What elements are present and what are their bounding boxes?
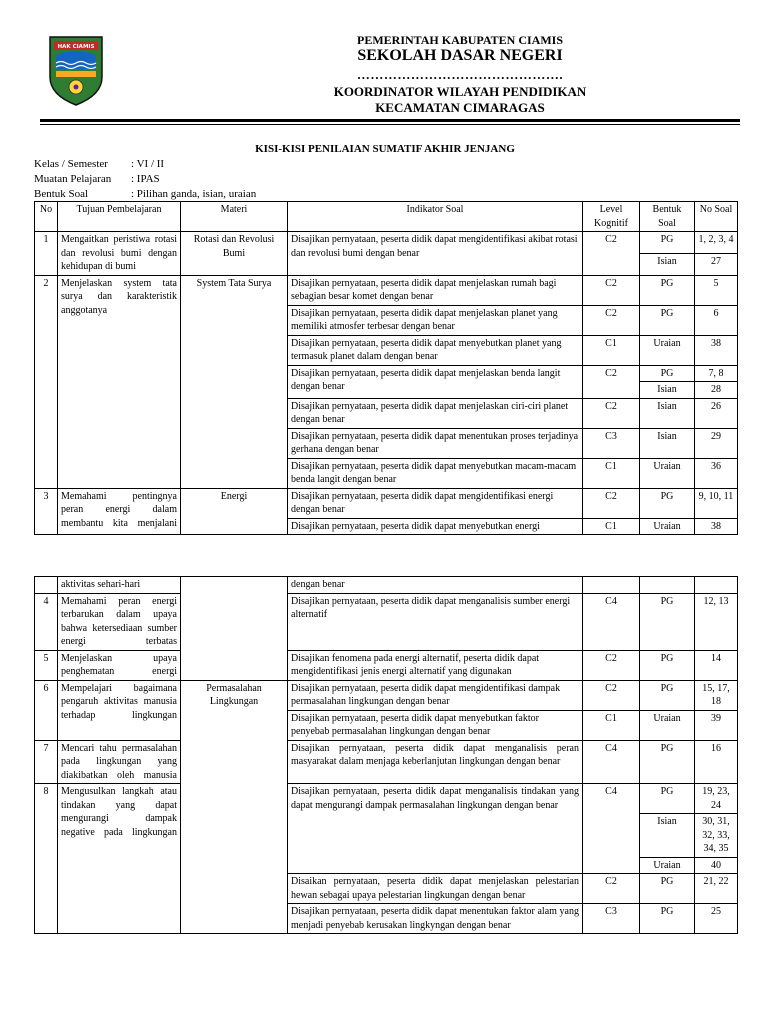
row-indikator: Disajikan fenomena pada energi alternatif, peserta didik dapat mengidentifikasi jenis energi alternatif yang digunakan: [288, 650, 583, 680]
row-bentuk: PG: [640, 365, 695, 382]
row-bentuk: Isian: [640, 398, 695, 428]
district-emblem-logo: [46, 33, 106, 108]
blueprint-table-page1: [34, 201, 738, 535]
col-header-indikator: Indikator Soal: [288, 202, 583, 232]
col-header-tujuan: Tujuan Pembelajaran: [58, 202, 181, 232]
row-indikator: Disajikan pernyataan, peserta didik dapat menjelaskan ciri-ciri planet dengan benar: [288, 398, 583, 428]
table-row: [35, 488, 738, 518]
row-tujuan: Mempelajari bagaimana pengaruh aktivitas manusia terhadap lingkungan: [58, 680, 181, 740]
row-nosoal: 40: [695, 857, 738, 874]
row-no: 6: [35, 680, 58, 740]
row-tujuan: Menjelaskan system tata surya dan karakteristik anggotanya: [58, 275, 181, 488]
row-indikator: Disajikan pernyataan, peserta didik dapat menganalisis peran masyarakat dalam menjaga keberlanjutan lingkungan dengan benar: [288, 740, 583, 784]
row-indikator: Disajikan pernyataan, peserta didik dapat menyebutkan planet yang termasuk planet dalam dengan benar: [288, 335, 583, 365]
row-materi: System Tata Surya: [181, 275, 288, 488]
row-indikator: Disajikan pernyataan, peserta didik dapat mengidentifikasi dampak permasalahan lingkungan dengan benar: [288, 680, 583, 710]
row-level: C4: [583, 593, 640, 650]
row-bentuk: PG: [640, 680, 695, 710]
row-level: C2: [583, 365, 640, 398]
row-bentuk: [640, 577, 695, 594]
row-bentuk: Isian: [640, 428, 695, 458]
row-bentuk: PG: [640, 305, 695, 335]
row-bentuk: Uraian: [640, 518, 695, 535]
row-bentuk: Uraian: [640, 710, 695, 740]
row-level: C2: [583, 680, 640, 710]
col-header-no: No: [35, 202, 58, 232]
row-level: C3: [583, 904, 640, 934]
meta-row: [34, 187, 256, 202]
row-bentuk: Isian: [640, 253, 695, 275]
table-row: [35, 784, 738, 814]
table-row: [35, 593, 738, 650]
row-indikator: Disajikan pernyataan, peserta didik dapat menjelaskan planet yang memiliki atmosfer terbesar dengan benar: [288, 305, 583, 335]
row-nosoal: 6: [695, 305, 738, 335]
row-nosoal: 12, 13: [695, 593, 738, 650]
row-bentuk: PG: [640, 874, 695, 904]
document-title: KISI-KISI PENILAIAN SUMATIF AKHIR JENJANG: [255, 143, 515, 155]
row-bentuk: Uraian: [640, 335, 695, 365]
row-level: C2: [583, 874, 640, 904]
table-row: [35, 650, 738, 680]
row-level: C1: [583, 518, 640, 535]
col-header-nosoal: No Soal: [695, 202, 738, 232]
school-name: SEKOLAH DASAR NEGERI: [357, 47, 563, 64]
col-header-bentuk: Bentuk Soal: [640, 202, 695, 232]
row-bentuk: PG: [640, 275, 695, 305]
row-tujuan: Menjelaskan upaya penghematan energi: [58, 650, 181, 680]
row-level: C1: [583, 335, 640, 365]
meta-row: [34, 172, 256, 187]
row-nosoal: 38: [695, 335, 738, 365]
row-nosoal: 39: [695, 710, 738, 740]
logo-text: HAK CIAMIS: [57, 44, 95, 50]
row-indikator: Disajikan pernyataan, peserta didik dapat mengidentifikasi energi dengan benar: [288, 488, 583, 518]
meta-label: Muatan Pelajaran: [34, 173, 112, 185]
row-no: [35, 577, 58, 594]
row-nosoal: 1, 2, 3, 4: [695, 232, 738, 254]
row-materi: [181, 577, 288, 681]
row-indikator: Disajikan pernyataan, peserta didik dapat menentukan proses terjadinya gerhana dengan benar: [288, 428, 583, 458]
row-nosoal: 5: [695, 275, 738, 305]
col-header-level: Level Kognitif: [583, 202, 640, 232]
col-header-materi: Materi: [181, 202, 288, 232]
row-indikator: Disajikan pernyataan, peserta didik dapat menjelaskan rumah bagi sebagian besar komet dengan benar: [288, 275, 583, 305]
district-name: KECAMATAN CIMARAGAS: [375, 100, 545, 115]
row-no: 5: [35, 650, 58, 680]
row-level: C1: [583, 710, 640, 740]
table-row: [35, 680, 738, 710]
row-nosoal: 38: [695, 518, 738, 535]
row-bentuk: PG: [640, 904, 695, 934]
row-bentuk: PG: [640, 650, 695, 680]
table-header-row: [35, 202, 738, 232]
meta-row: [34, 157, 256, 172]
row-bentuk: PG: [640, 593, 695, 650]
row-level: C2: [583, 305, 640, 335]
row-level: C2: [583, 232, 640, 276]
row-nosoal: 26: [695, 398, 738, 428]
row-level: C2: [583, 398, 640, 428]
meta-value: : IPAS: [131, 173, 160, 185]
row-indikator: Disajikan pernyataan, peserta didik dapat mengidentifikasi akibat rotasi dan revolusi bumi dengan benar: [288, 232, 583, 276]
row-no: 8: [35, 784, 58, 934]
row-no: 4: [35, 593, 58, 650]
row-indikator: Disajikan pernyataan, peserta didik dapat menyebutkan macam-macam benda langit dengan benar: [288, 458, 583, 488]
table-row: [35, 577, 738, 594]
row-level: C2: [583, 650, 640, 680]
row-materi: Rotasi dan Revolusi Bumi: [181, 232, 288, 276]
row-no: 3: [35, 488, 58, 535]
row-tujuan: aktivitas sehari-hari: [58, 577, 181, 594]
document-meta: [34, 157, 256, 202]
row-level: C1: [583, 458, 640, 488]
row-level: C4: [583, 784, 640, 874]
blueprint-table-page2: [34, 576, 738, 934]
coordinator-name: KOORDINATOR WILAYAH PENDIDIKAN: [333, 84, 587, 99]
meta-value: : VI / II: [131, 158, 165, 170]
row-nosoal: 19, 23, 24: [695, 784, 738, 814]
header-rule-thick: [40, 119, 740, 122]
row-level: C4: [583, 740, 640, 784]
row-nosoal: 9, 10, 11: [695, 488, 738, 518]
table-row: [35, 275, 738, 305]
row-indikator: Disajikan pernyataan, peserta didik dapat menganalisis sumber energi alternatif: [288, 593, 583, 650]
row-nosoal: 30, 31, 32, 33, 34, 35: [695, 814, 738, 858]
row-indikator: Disajikan pernyataan, peserta didik dapat menganalisis tindakan yang dapat mengurangi dampak permasalahan lingkungan dengan benar: [288, 784, 583, 874]
row-bentuk: PG: [640, 488, 695, 518]
row-nosoal: 21, 22: [695, 874, 738, 904]
row-nosoal: 28: [695, 382, 738, 399]
row-bentuk: Uraian: [640, 857, 695, 874]
table-row: [35, 232, 738, 254]
table-row: [35, 740, 738, 784]
row-indikator: Disajikan pernyataan, peserta didik dapat menjelaskan benda langit dengan benar: [288, 365, 583, 398]
row-nosoal: 15, 17, 18: [695, 680, 738, 710]
row-tujuan: Mengusulkan langkah atau tindakan yang dapat mengurangi dampak negative pada lingkungan: [58, 784, 181, 934]
row-level: C3: [583, 428, 640, 458]
row-bentuk: PG: [640, 232, 695, 254]
row-level: [583, 577, 640, 594]
meta-label: Kelas / Semester: [34, 158, 108, 170]
row-nosoal: 25: [695, 904, 738, 934]
row-no: 7: [35, 740, 58, 784]
row-level: C2: [583, 275, 640, 305]
meta-label: Bentuk Soal: [34, 188, 89, 200]
row-nosoal: 14: [695, 650, 738, 680]
row-bentuk: Isian: [640, 382, 695, 399]
government-name: PEMERINTAH KABUPATEN CIAMIS: [356, 33, 563, 47]
row-tujuan: Mengaitkan peristiwa rotasi dan revolusi bumi dengan kehidupan di bumi: [58, 232, 181, 276]
row-indikator: Disaikan pernyataan, peserta didik dapat menjelaskan pelestarian hewan sebagai upaya pelestarian lingkungan dengan benar: [288, 874, 583, 904]
row-materi: Energi: [181, 488, 288, 535]
row-nosoal: 7, 8: [695, 365, 738, 382]
row-nosoal: 16: [695, 740, 738, 784]
row-indikator: dengan benar: [288, 577, 583, 594]
row-bentuk: PG: [640, 784, 695, 814]
row-nosoal: 36: [695, 458, 738, 488]
row-nosoal: [695, 577, 738, 594]
row-nosoal: 27: [695, 253, 738, 275]
row-indikator: Disajikan pernyataan, peserta didik dapat menyebutkan faktor penyebab permasalahan lingkungan dengan benar: [288, 710, 583, 740]
school-name-blank: ……………………………………….: [356, 67, 564, 82]
header-rule-thin: [40, 124, 740, 125]
row-tujuan: Memahami peran energi terbarukan dalam upaya bahwa ketersediaan sumber energi terbatas: [58, 593, 181, 650]
row-bentuk: PG: [640, 740, 695, 784]
row-no: 1: [35, 232, 58, 276]
row-level: C2: [583, 488, 640, 518]
row-indikator: Disajikan pernyataan, peserta didik dapat menyebutkan energi: [288, 518, 583, 535]
row-nosoal: 29: [695, 428, 738, 458]
row-indikator: Disajikan pernyataan, peserta didik dapat menentukan faktor alam yang menjadi penyebab kerusakan lingkyngan dengan benar: [288, 904, 583, 934]
row-bentuk: Isian: [640, 814, 695, 858]
row-tujuan: Mencari tahu permasalahan pada lingkungan yang diakibatkan oleh manusia: [58, 740, 181, 784]
row-bentuk: Uraian: [640, 458, 695, 488]
meta-value: : Pilihan ganda, isian, uraian: [131, 188, 257, 200]
row-materi: Permasalahan Lingkungan: [181, 680, 288, 934]
row-no: 2: [35, 275, 58, 488]
row-tujuan: Memahami pentingnya peran energi dalam membantu kita menjalani: [58, 488, 181, 535]
